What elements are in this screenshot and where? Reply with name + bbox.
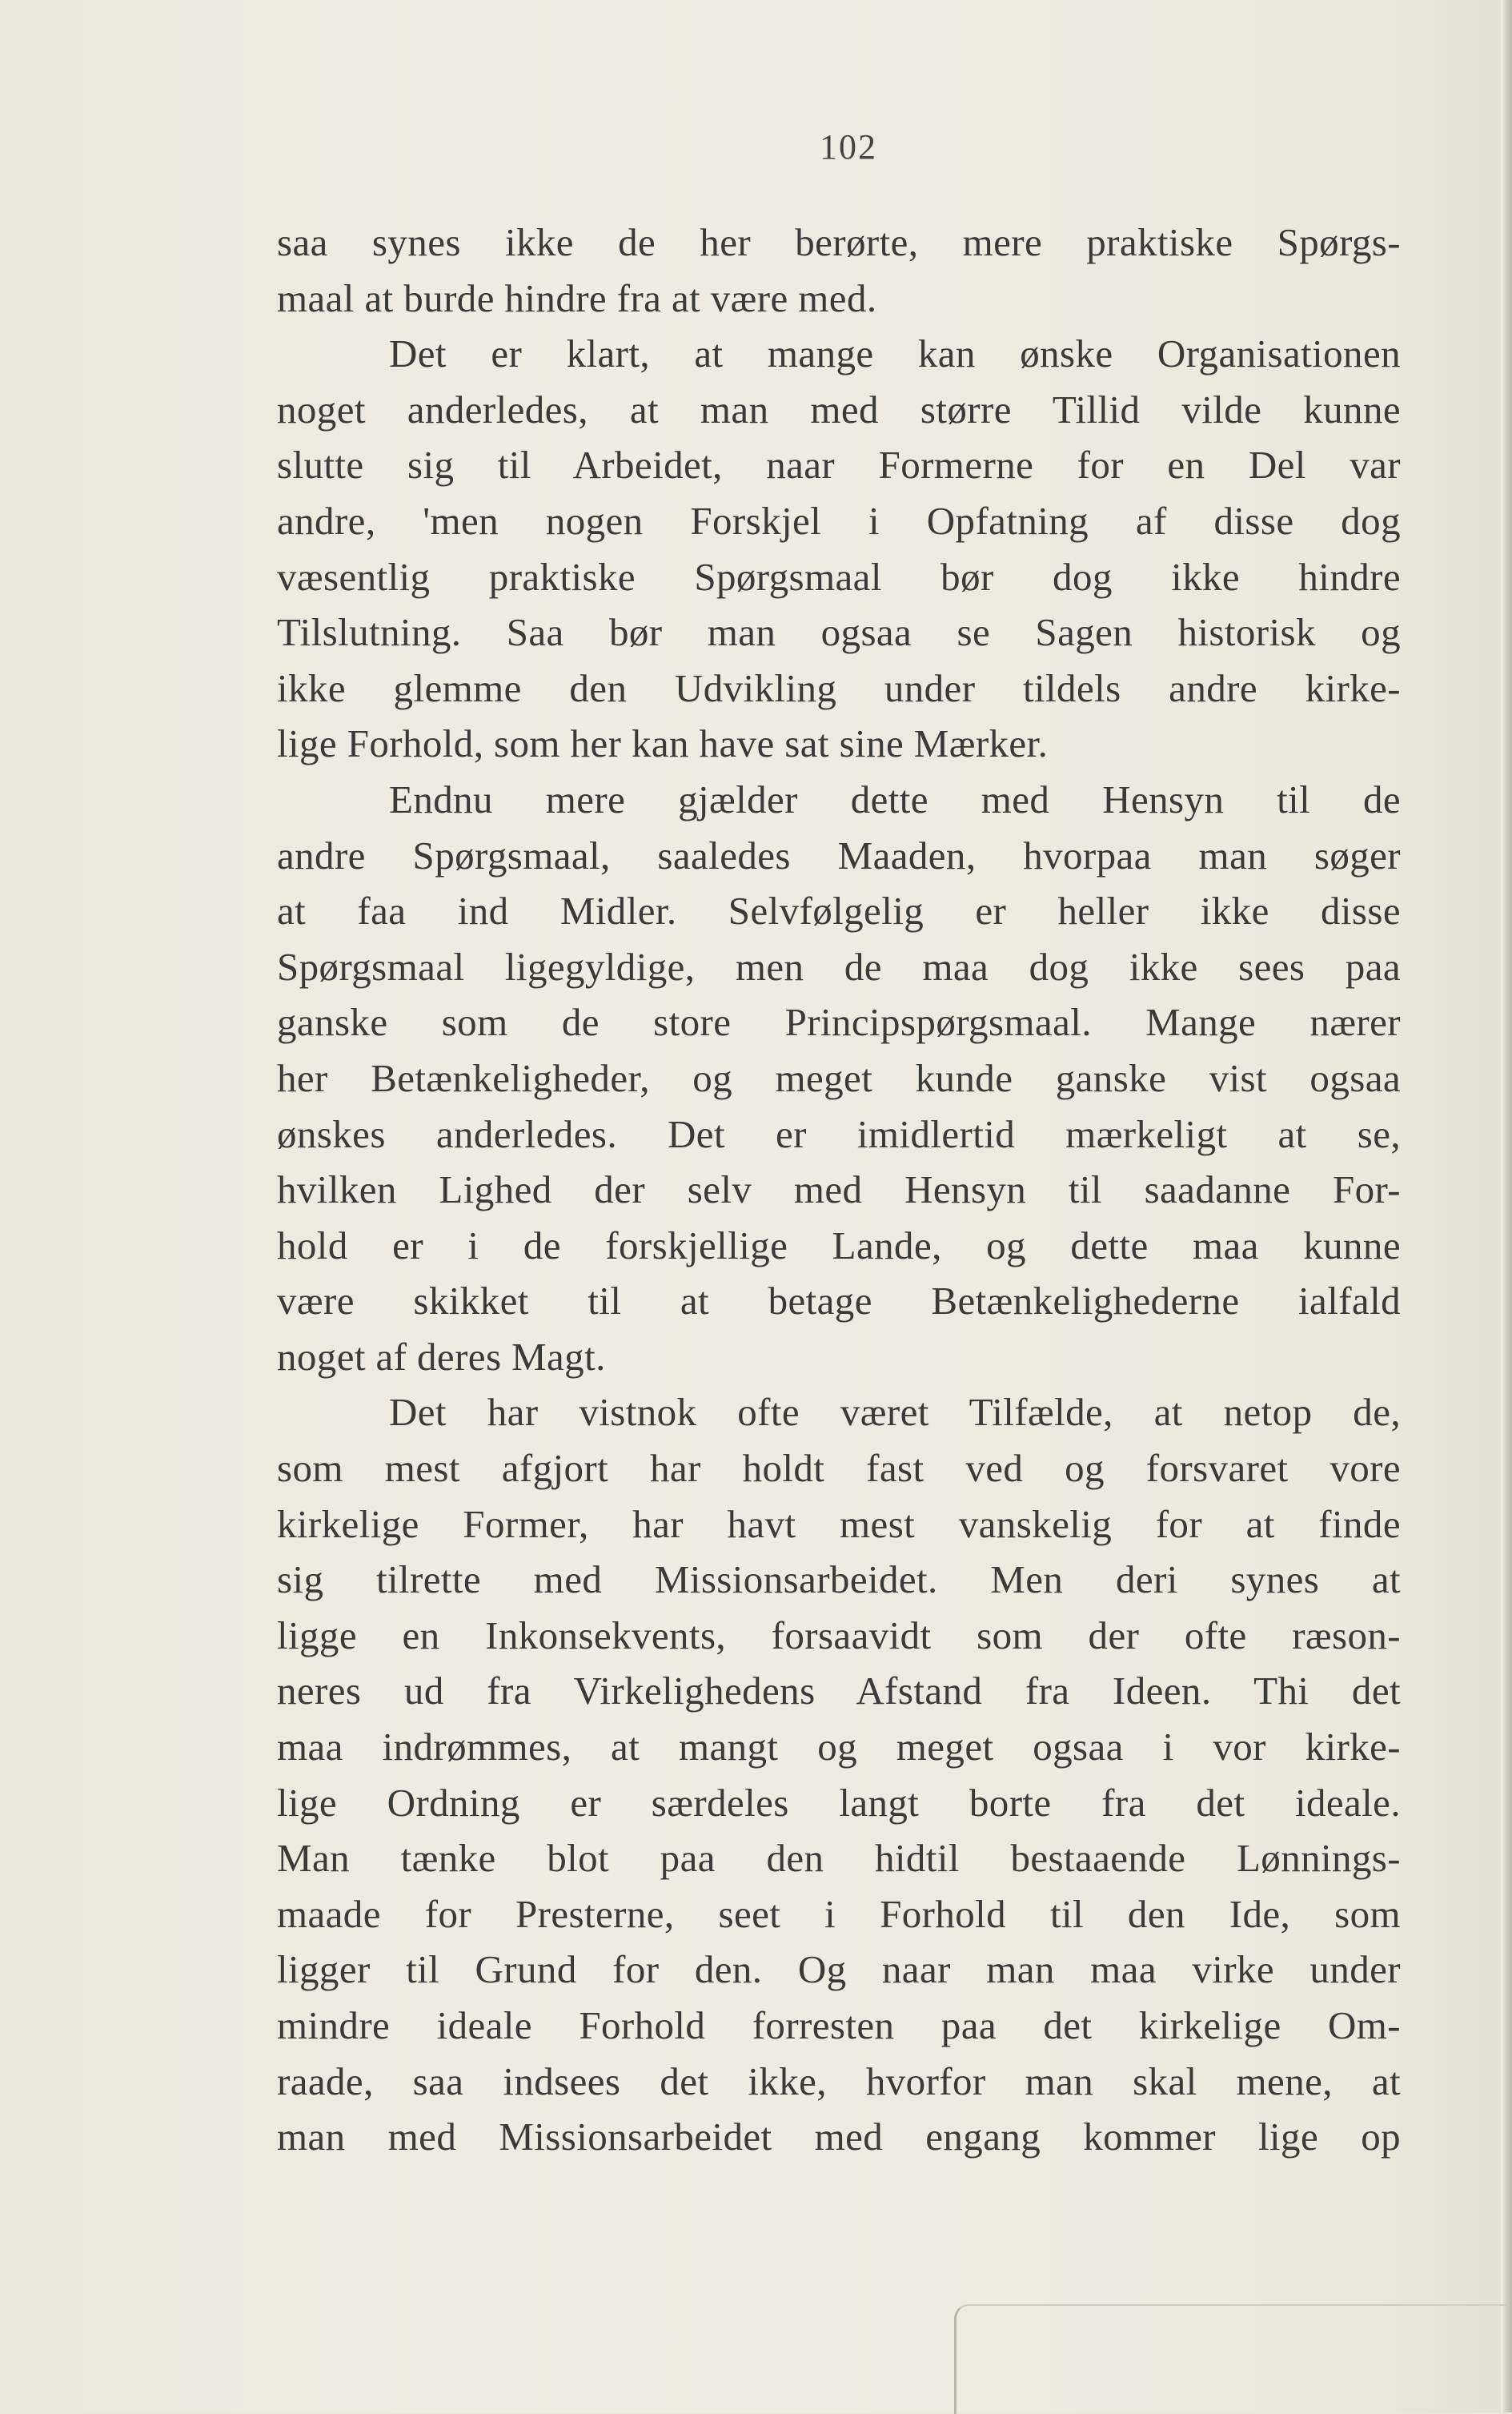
text-line: ønskes anderledes. Det er imidlertid mærkeligt at se, xyxy=(277,1111,1401,1156)
text-line: ligger til Grund for den. Og naar man maa virke under xyxy=(277,1947,1401,1992)
text-line: maa indrømmes, at mangt og meget ogsaa i vor kirke- xyxy=(277,1725,1401,1769)
text-line: noget af deres Magt. xyxy=(277,1334,606,1379)
text-line: kirkelige Former, har havt mest vanskelig for at finde xyxy=(277,1501,1401,1546)
text-line: andre Spørgsmaal, saaledes Maaden, hvorpaa man søger xyxy=(277,833,1401,878)
scan-corner-artifact xyxy=(954,2304,1509,2414)
text-line: slutte sig til Arbeidet, naar Formerne for en Del var xyxy=(277,443,1401,488)
text-line: ikke glemme den Udvikling under tildels andre kirke- xyxy=(277,665,1401,710)
text-line: Spørgsmaal ligegyldige, men de maa dog ikke sees paa xyxy=(277,944,1401,989)
text-line: Det har vistnok ofte været Tilfælde, at netop de, xyxy=(389,1390,1401,1435)
text-line: hvilken Lighed der selv med Hensyn til saadanne For- xyxy=(277,1167,1401,1212)
body-text xyxy=(277,215,1401,2165)
text-line: ganske som de store Principspørgsmaal. Mange nærer xyxy=(277,1000,1401,1045)
text-line: man med Missionsarbeidet med engang kommer lige op xyxy=(277,2115,1401,2159)
text-line: noget anderledes, at man med større Tillid vilde kunne xyxy=(277,387,1401,432)
text-line: være skikket til at betage Betænkelighederne ialfald xyxy=(277,1279,1401,1323)
text-line: sig tilrette med Missionsarbeidet. Men deri synes at xyxy=(277,1557,1401,1602)
text-line: som mest afgjort har holdt fast ved og forsvaret vore xyxy=(277,1446,1401,1491)
text-line: mindre ideale Forhold forresten paa det kirkelige Om- xyxy=(277,2003,1401,2047)
text-line: hold er i de forskjellige Lande, og dette maa kunne xyxy=(277,1223,1401,1267)
text-line: Man tænke blot paa den hidtil bestaaende Lønnings- xyxy=(277,1836,1401,1881)
text-line: neres ud fra Virkelighedens Afstand fra Ideen. Thi det xyxy=(277,1669,1401,1713)
text-line: saa synes ikke de her berørte, mere praktiske Spørgs- xyxy=(277,220,1401,264)
text-line: Det er klart, at mange kan ønske Organisationen xyxy=(389,331,1401,376)
text-line: at faa ind Midler. Selvfølgelig er heller ikke disse xyxy=(277,889,1401,934)
text-line: her Betænkeligheder, og meget kunde ganske vist ogsaa xyxy=(277,1055,1401,1100)
text-line: lige Ordning er særdeles langt borte fra det ideale. xyxy=(277,1780,1401,1825)
text-line: ligge en Inkonsekvents, forsaavidt som der ofte ræson- xyxy=(277,1613,1401,1657)
text-line: Endnu mere gjælder dette med Hensyn til de xyxy=(389,777,1401,821)
text-line: Tilslutning. Saa bør man ogsaa se Sagen historisk og xyxy=(277,610,1401,655)
text-line: maade for Presterne, seet i Forhold til den Ide, som xyxy=(277,1891,1401,1936)
text-line: raade, saa indsees det ikke, hvorfor man skal mene, at xyxy=(277,2059,1401,2103)
text-line: væsentlig praktiske Spørgsmaal bør dog ikke hindre xyxy=(277,554,1401,599)
page-edge-shadow xyxy=(1501,0,1512,2412)
text-line: andre, 'men nogen Forskjel i Opfatning af disse dog xyxy=(277,498,1401,543)
text-line: lige Forhold, som her kan have sat sine Mærker. xyxy=(277,721,1049,766)
page-number: 102 xyxy=(820,127,877,167)
text-line: maal at burde hindre fra at være med. xyxy=(277,275,877,320)
